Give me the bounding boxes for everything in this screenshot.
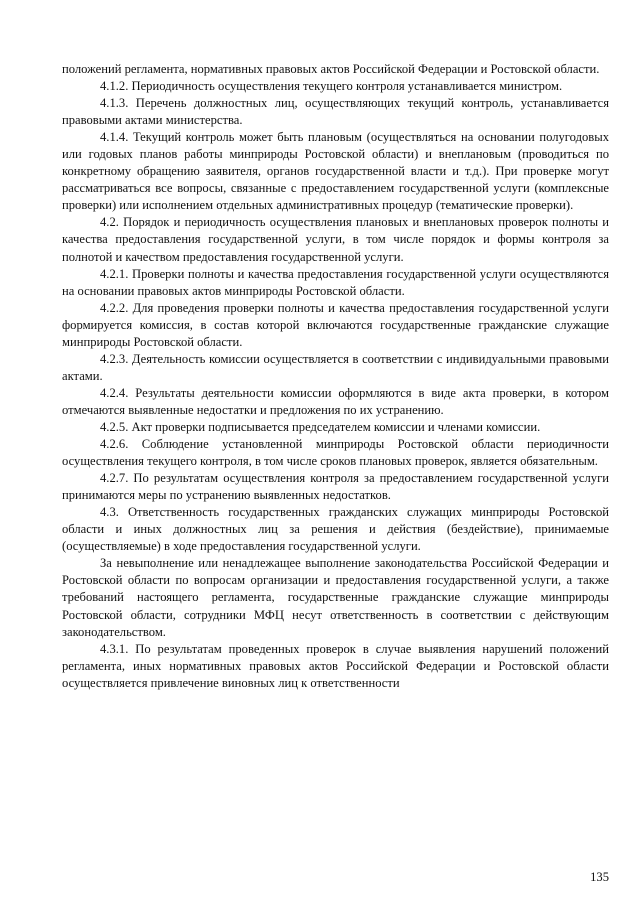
paragraph: 4.1.2. Периодичность осуществления текущего контроля устанавливается министром.: [100, 79, 563, 94]
paragraph: положений регламента, нормативных правовых актов Российской Федерации и Ростовской области.: [62, 62, 600, 76]
paragraph: 4.3. Ответственность государственных гражданских служащих минприроды Ростовской области и иных должностных лиц за решения и действия (бездействие), принимаемые (осуществляемые) в ходе предоставления государственной услуги.: [62, 505, 609, 554]
paragraph: 4.3.1. По результатам проведенных проверок в случае выявления нарушений положений регламента, иных нормативных правовых актов Российской Федерации и Ростовской области осуществляется привлечение виновных лиц к ответственности: [62, 641, 609, 690]
paragraph: 4.1.4. Текущий контроль может быть плановым (осуществляться на основании полугодовых или годовых планов работы минприроды Ростовской области) и внеплановым (проводиться по конкретному обращению заявителя, органов государственной власти и т.д.). При проверке могут рассматриваться все вопросы, связанные с предоставлением государственной услуги (комплексные проверки) или исполнением отдельных административных процедур (тематические проверки).: [62, 130, 609, 213]
paragraph: 4.2.1. Проверки полноты и качества предоставления государственной услуги осуществляются на основании правовых актов минприроды Ростовской области.: [62, 266, 609, 298]
paragraph: 4.2.3. Деятельность комиссии осуществляется в соответствии с индивидуальными правовыми актами.: [62, 351, 609, 383]
paragraph: 4.2.4. Результаты деятельности комиссии оформляются в виде акта проверки, в котором отмечаются выявленные недостатки и предложения по их устранению.: [62, 385, 609, 417]
document-body: [62, 61, 609, 692]
paragraph: За невыполнение или ненадлежащее выполнение законодательства Российской Федерации и Ростовской области по вопросам организации и предоставления государственной услуги, а также требований настоящего регламента, государственные гражданские служащие минприроды Ростовской области, сотрудники МФЦ несут ответственность в соответствии с действующим законодательством.: [62, 556, 609, 639]
paragraph: 4.2. Порядок и периодичность осуществления плановых и внеплановых проверок полноты и качества предоставления государственной услуги, в том числе порядок и формы контроля за полнотой и качеством предоставления государственной услуги.: [62, 215, 609, 264]
page-number: 135: [590, 870, 609, 884]
paragraph: 4.2.5. Акт проверки подписывается председателем комиссии и членами комиссии.: [100, 419, 541, 434]
paragraph: 4.2.2. Для проведения проверки полноты и качества предоставления государственной услуги формируется комиссия, в состав которой включаются государственные гражданские служащие минприроды Ростовской области.: [62, 300, 609, 349]
paragraph: 4.2.6. Соблюдение установленной минприроды Ростовской области периодичности осуществления текущего контроля, в том числе сроков плановых проверок, является обязательным.: [62, 437, 609, 469]
paragraph: 4.1.3. Перечень должностных лиц, осуществляющих текущий контроль, устанавливается правовыми актами министерства.: [62, 96, 609, 128]
paragraph: 4.2.7. По результатам осуществления контроля за предоставлением государственной услуги принимаются меры по устранению выявленных недостатков.: [62, 471, 609, 503]
